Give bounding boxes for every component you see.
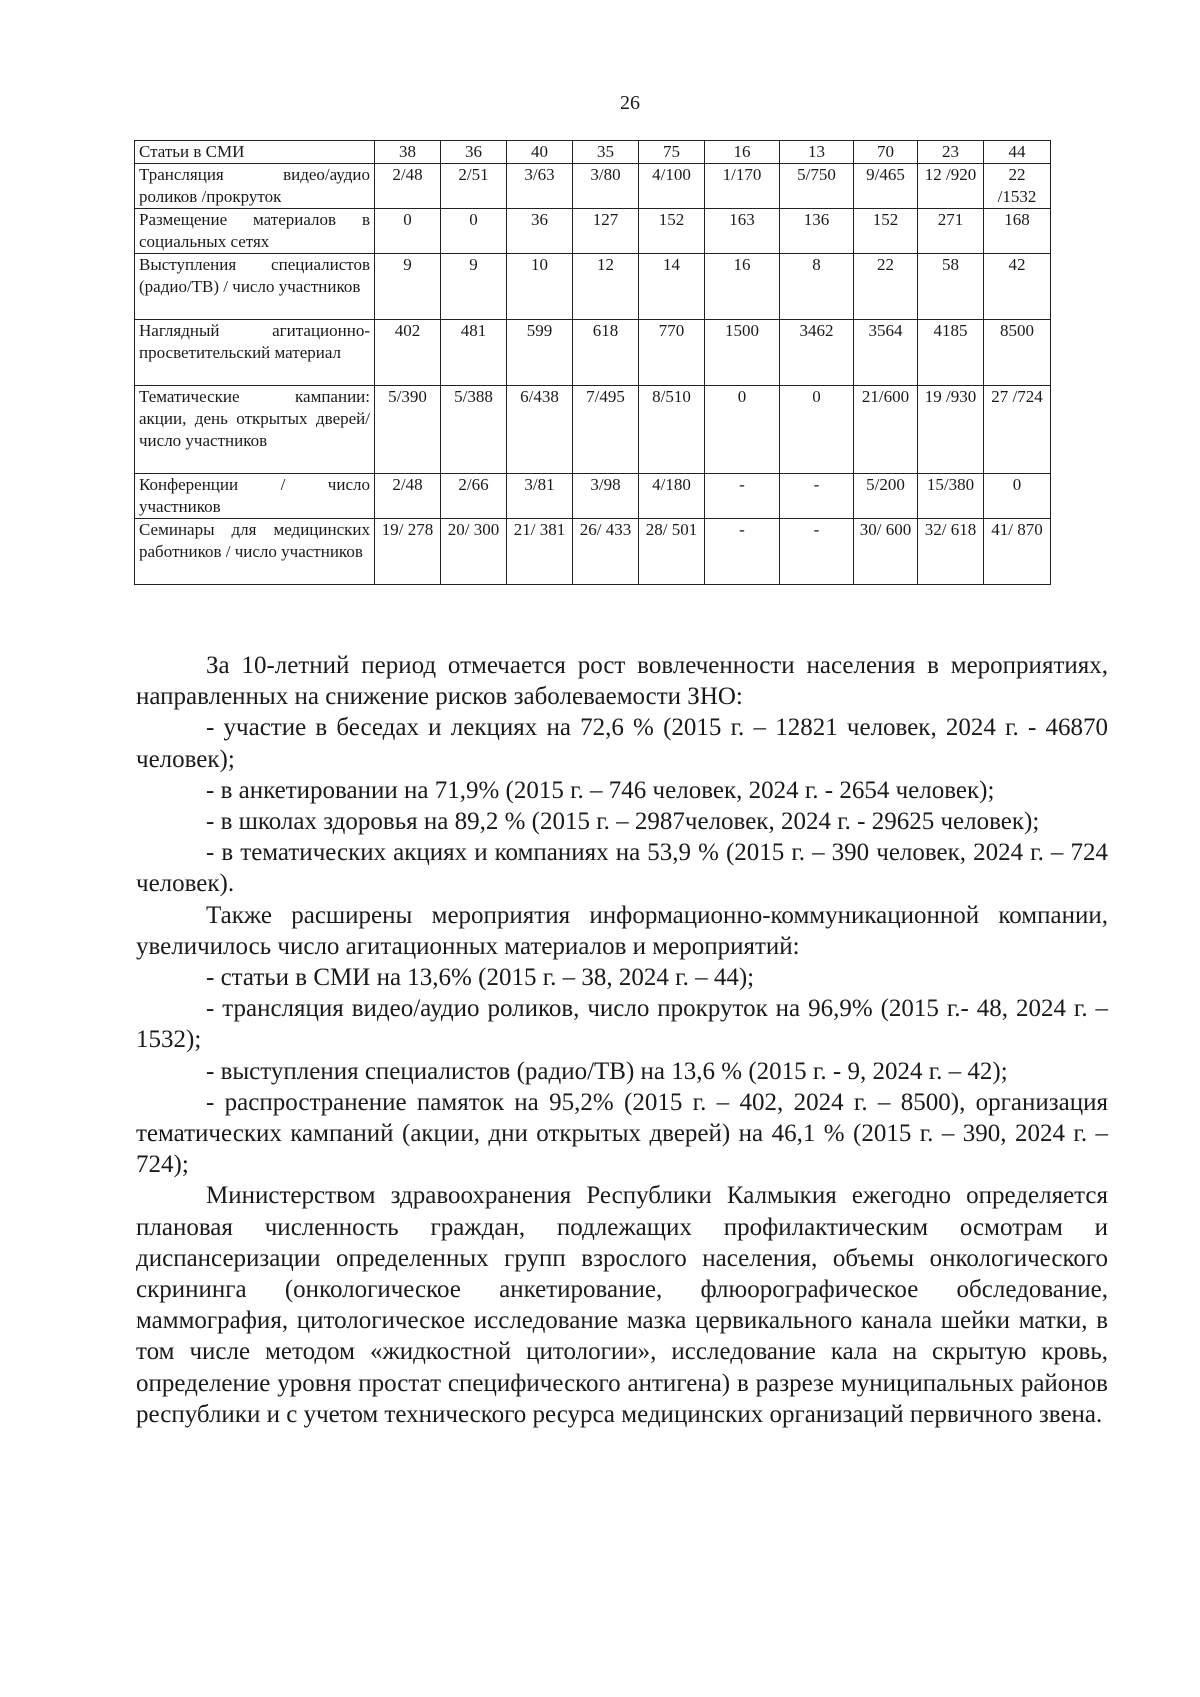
paragraph: - в тематических акциях и компаниях на 53,9 % (2015 г. – 390 человек, 2024 г. – 724 человек). xyxy=(136,839,1108,898)
table-cell: 42 xyxy=(984,254,1051,320)
table-cell: 136 xyxy=(780,209,854,254)
table-cell: 0 xyxy=(441,209,507,254)
table-cell: 3/98 xyxy=(573,474,639,519)
table-cell: 5/750 xyxy=(780,164,854,209)
table-cell: 271 xyxy=(918,209,984,254)
table-cell: 152 xyxy=(854,209,918,254)
paragraph: - распространение памяток на 95,2% (2015 г. – 402, 2024 г. – 8500), организация тематических кампаний (акции, дни открытых дверей) на 46,1 % (2015 г. – 390, 2024 г. – 724); xyxy=(136,1088,1108,1179)
table-cell: 14 xyxy=(639,254,705,320)
table-cell: 9 xyxy=(441,254,507,320)
table-cell: 5/200 xyxy=(854,474,918,519)
table-row xyxy=(135,320,1051,386)
table-cell: 22 /1532 xyxy=(984,164,1051,209)
table-cell: 8 xyxy=(780,254,854,320)
paragraph: - участие в беседах и лекциях на 72,6 % (2015 г. – 12821 человек, 2024 г. - 46870 человек); xyxy=(136,714,1108,773)
row-label: Трансляция видео/аудио роликов /прокруток xyxy=(135,164,375,209)
table-cell: 22 xyxy=(854,254,918,320)
row-label: Тематические кампании: акции, день открытых дверей/число участников xyxy=(135,386,375,474)
body-text xyxy=(136,650,1108,1430)
table-cell: 618 xyxy=(573,320,639,386)
table-cell: 38 xyxy=(375,141,441,164)
table-cell: - xyxy=(780,474,854,519)
table-cell: 2/51 xyxy=(441,164,507,209)
table-cell: 0 xyxy=(375,209,441,254)
paragraph: Также расширены мероприятия информационно-коммуникационной компании, увеличилось число агитационных материалов и мероприятий: xyxy=(136,901,1108,960)
row-label: Наглядный агитационно-просветительский материал xyxy=(135,320,375,386)
table-cell: 3/80 xyxy=(573,164,639,209)
table-cell: 8/510 xyxy=(639,386,705,474)
table-cell: - xyxy=(780,519,854,585)
table-cell: 58 xyxy=(918,254,984,320)
table-cell: - xyxy=(705,474,780,519)
table-cell: 0 xyxy=(780,386,854,474)
table-cell: 163 xyxy=(705,209,780,254)
table-cell: 9 xyxy=(375,254,441,320)
table-cell: 15/380 xyxy=(918,474,984,519)
paragraph: - статьи в СМИ на 13,6% (2015 г. – 38, 2024 г. – 44); xyxy=(206,964,755,992)
table-cell: 481 xyxy=(441,320,507,386)
statistics-table xyxy=(134,140,1051,585)
table-cell: 40 xyxy=(507,141,573,164)
table-cell: 19 /930 xyxy=(918,386,984,474)
table-cell: 168 xyxy=(984,209,1051,254)
table-cell: 6/438 xyxy=(507,386,573,474)
table-cell: 19/ 278 xyxy=(375,519,441,585)
row-label: Размещение материалов в социальных сетях xyxy=(135,209,375,254)
table-cell: 12 xyxy=(573,254,639,320)
table-row xyxy=(135,164,1051,209)
table-cell: 35 xyxy=(573,141,639,164)
table-cell: 44 xyxy=(984,141,1051,164)
table-cell: 41/ 870 xyxy=(984,519,1051,585)
paragraph: - в анкетировании на 71,9% (2015 г. – 746 человек, 2024 г. - 2654 человек); xyxy=(206,776,995,804)
table-cell: 2/48 xyxy=(375,164,441,209)
table-cell: 599 xyxy=(507,320,573,386)
table-cell: 13 xyxy=(780,141,854,164)
table-row xyxy=(135,254,1051,320)
table-cell: 8500 xyxy=(984,320,1051,386)
table-cell: 127 xyxy=(573,209,639,254)
table-row xyxy=(135,209,1051,254)
table-cell: 3/63 xyxy=(507,164,573,209)
table-cell: 402 xyxy=(375,320,441,386)
table-cell: 2/66 xyxy=(441,474,507,519)
table-row xyxy=(135,474,1051,519)
table-cell: 30/ 600 xyxy=(854,519,918,585)
table-cell: 4/100 xyxy=(639,164,705,209)
table-cell: 36 xyxy=(507,209,573,254)
table-cell: 0 xyxy=(705,386,780,474)
table-cell: 9/465 xyxy=(854,164,918,209)
table-cell: - xyxy=(705,519,780,585)
paragraph: Министерством здравоохранения Республики Калмыкия ежегодно определяется плановая численность граждан, подлежащих профилактическим осмотрам и диспансеризации определенных групп взрослого населения, объемы онкологического скрининга (онкологическое анкетирование, флюорографическое обследование, маммография, цитологическое исследование мазка цервикального канала шейки матки, в том числе методом «жидкостной цитологии», исследование кала на скрытую кровь, определение уровня простат специфического антигена) в разрезе муниципальных районов республики и с учетом технического ресурса медицинских организаций первичного звена. xyxy=(136,1182,1108,1428)
table-cell: 20/ 300 xyxy=(441,519,507,585)
table-cell: 75 xyxy=(639,141,705,164)
paragraph: За 10-летний период отмечается рост вовлеченности населения в мероприятиях, направленных на снижение рисков заболеваемости ЗНО: xyxy=(136,652,1108,711)
table-cell: 152 xyxy=(639,209,705,254)
table-cell: 4185 xyxy=(918,320,984,386)
table-cell: 3/81 xyxy=(507,474,573,519)
table-cell: 1500 xyxy=(705,320,780,386)
table-cell: 27 /724 xyxy=(984,386,1051,474)
table-cell: 21/600 xyxy=(854,386,918,474)
table-cell: 10 xyxy=(507,254,573,320)
row-label: Семинары для медицинских работников / число участников xyxy=(135,519,375,585)
table-cell: 70 xyxy=(854,141,918,164)
paragraph: - в школах здоровья на 89,2 % (2015 г. – 2987человек, 2024 г. - 29625 человек); xyxy=(206,808,1040,836)
table-cell: 2/48 xyxy=(375,474,441,519)
table-cell: 26/ 433 xyxy=(573,519,639,585)
table-cell: 7/495 xyxy=(573,386,639,474)
paragraph: - выступления специалистов (радио/ТВ) на 13,6 % (2015 г. - 9, 2024 г. – 42); xyxy=(206,1057,1008,1085)
row-label: Статьи в СМИ xyxy=(135,141,375,164)
table-cell: 5/390 xyxy=(375,386,441,474)
table-cell: 21/ 381 xyxy=(507,519,573,585)
table-cell: 1/170 xyxy=(705,164,780,209)
table-cell: 12 /920 xyxy=(918,164,984,209)
table-cell: 36 xyxy=(441,141,507,164)
table-cell: 770 xyxy=(639,320,705,386)
table-cell: 16 xyxy=(705,141,780,164)
table-row xyxy=(135,141,1051,164)
row-label: Конференции / число участников xyxy=(135,474,375,519)
page-number: 26 xyxy=(620,92,640,114)
table-row xyxy=(135,519,1051,585)
paragraph: - трансляция видео/аудио роликов, число прокруток на 96,9% (2015 г.- 48, 2024 г. – 1532); xyxy=(136,995,1108,1054)
table-cell: 5/388 xyxy=(441,386,507,474)
row-label: Выступления специалистов (радио/ТВ) / число участников xyxy=(135,254,375,320)
table-cell: 16 xyxy=(705,254,780,320)
table-cell: 28/ 501 xyxy=(639,519,705,585)
table-cell: 32/ 618 xyxy=(918,519,984,585)
table-cell: 3462 xyxy=(780,320,854,386)
table-cell: 3564 xyxy=(854,320,918,386)
table-cell: 23 xyxy=(918,141,984,164)
table-cell: 0 xyxy=(984,474,1051,519)
table-row xyxy=(135,386,1051,474)
table-cell: 4/180 xyxy=(639,474,705,519)
